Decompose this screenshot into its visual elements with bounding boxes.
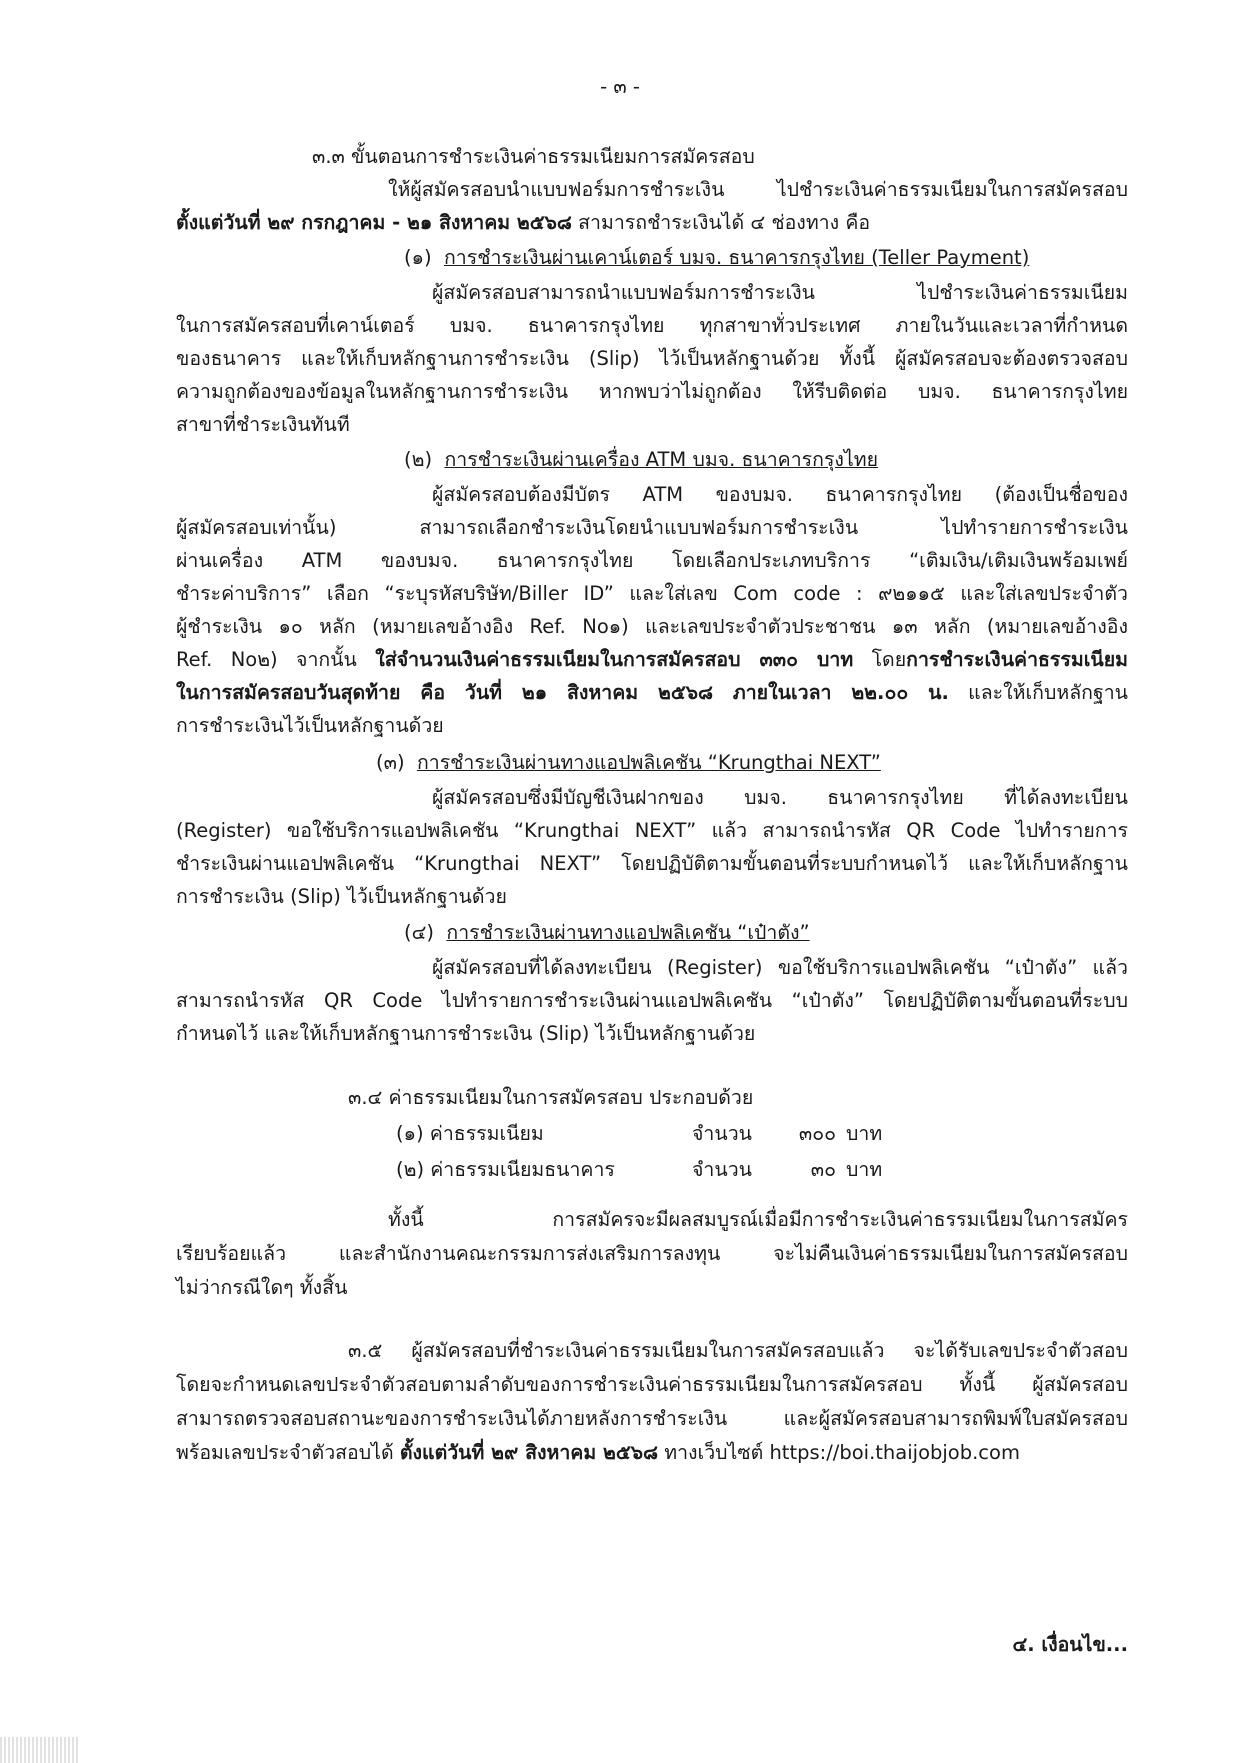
channel-2-line-8: การชำระเงินไว้เป็นหลักฐานด้วย (176, 714, 444, 737)
section-3-3-intro-line-2 (176, 208, 870, 238)
fee-note-line-3: ไม่ว่ากรณีใดๆ ทั้งสิ้น (176, 1276, 348, 1299)
ref-no2-text: Ref. No๒) จากนั้น (176, 648, 376, 671)
channel-2-heading (404, 445, 878, 475)
keep-evidence-text: และให้เก็บหลักฐาน (948, 681, 1128, 704)
fee-1-amount: ๓๐๐ (798, 1122, 836, 1145)
fee-2-amount: ๓๐ (810, 1158, 836, 1181)
channel-1-line-5: สาขาที่ชำระเงินทันที (176, 413, 350, 436)
fee-2-unit: บาท (846, 1158, 883, 1181)
channel-4-number: (๔) (404, 921, 434, 944)
channel-2-line-6 (176, 645, 1128, 675)
channel-2-line-1: ผู้สมัครสอบต้องมีบัตร ATM ของบมจ. ธนาคารกรุงไทย (ต้องเป็นชื่อของ (432, 483, 1128, 506)
fee-note-line-1: ทั้งนี้ การสมัครจะมีผลสมบูรณ์เมื่อมีการชำระเงินค่าธรรมเนียมในการสมัคร (388, 1208, 1128, 1231)
channel-3-line-4: การชำระเงิน (Slip) ไว้เป็นหลักฐานด้วย (176, 885, 507, 908)
channel-3-line-2: (Register) ขอใช้บริการแอปพลิเคชัน “Krungthai NEXT” แล้ว สามารถนำรหัส QR Code ไปทำรายการ (176, 819, 1128, 842)
channel-1-line-3: ของธนาคาร และให้เก็บหลักฐานการชำระเงิน (Slip) ไว้เป็นหลักฐานด้วย ทั้งนี้ ผู้สมัครสอบจะต้องตรวจสอบ (176, 347, 1128, 370)
by-text: โดย (853, 648, 907, 671)
channel-2-title: การชำระเงินผ่านเครื่อง ATM บมจ. ธนาคารกรุงไทย (444, 448, 879, 471)
fee-2-label: (๒) ค่าธรรมเนียมธนาคาร (396, 1158, 615, 1181)
section-3-3-heading: ๓.๓ ขั้นตอนการชำระเงินค่าธรรมเนียมการสมัครสอบ (312, 145, 755, 168)
channel-2-number: (๒) (404, 448, 433, 471)
fee-2-amount-label: จำนวน (692, 1158, 752, 1181)
section-3-4-heading: ๓.๔ ค่าธรรมเนียมในการสมัครสอบ ประกอบด้วย (348, 1086, 754, 1109)
registration-period: ตั้งแต่วันที่ ๒๙ กรกฎาคม - ๒๑ สิงหาคม ๒๕๖๘ (176, 211, 572, 234)
channels-count-text: สามารถชำระเงินได้ ๔ ช่องทาง คือ (571, 211, 871, 234)
website-text: ทางเว็บไซต์ https://boi.thaijobjob.com (658, 1441, 1020, 1464)
channel-1-line-2: ในการสมัครสอบที่เคาน์เตอร์ บมจ. ธนาคารกรุงไทย ทุกสาขาทั่วประเทศ ภายในวันและเวลาที่กำหนด (176, 314, 1128, 337)
channel-2-line-2: ผู้สมัครสอบเท่านั้น) สามารถเลือกชำระเงินโดยนำแบบฟอร์มการชำระเงิน ไปทำรายการชำระเงิน (176, 516, 1128, 539)
channel-1-line-4: ความถูกต้องของข้อมูลในหลักฐานการชำระเงิน หากพบว่าไม่ถูกต้อง ให้รีบติดต่อ บมจ. ธนาคารกรุงไทย (176, 380, 1128, 403)
page-number: - ๓ - (600, 75, 640, 98)
fee-1-label: (๑) ค่าธรรมเนียม (396, 1122, 544, 1145)
fee-amount-instruction: ใส่จำนวนเงินค่าธรรมเนียมในการสมัครสอบ ๓๓๐ บาท (375, 648, 854, 671)
section-3-5-line-1: ๓.๕ ผู้สมัครสอบที่ชำระเงินค่าธรรมเนียมในการสมัครสอบแล้ว จะได้รับเลขประจำตัวสอบ (348, 1339, 1128, 1362)
fee-1-unit: บาท (846, 1122, 883, 1145)
print-application-text: พร้อมเลขประจำตัวสอบได้ (176, 1441, 400, 1464)
fee-1-amount-label: จำนวน (692, 1122, 752, 1145)
final-payment-deadline: ในการสมัครสอบวันสุดท้าย คือ วันที่ ๒๑ สิงหาคม ๒๕๖๘ ภายในเวลา ๒๒.๐๐ น. (176, 681, 949, 704)
channel-3-line-3: ชำระเงินผ่านแอปพลิเคชัน “Krungthai NEXT” โดยปฏิบัติตามขั้นตอนที่ระบบกำหนดไว้ และให้เก็บหลักฐาน (176, 852, 1128, 875)
scan-artifact (0, 1737, 78, 1763)
channel-4-heading (404, 918, 810, 948)
channel-1-title: การชำระเงินผ่านเคาน์เตอร์ บมจ. ธนาคารกรุงไทย (Teller Payment) (444, 246, 1030, 269)
channel-3-heading (376, 748, 881, 778)
channel-2-line-7 (176, 678, 1128, 708)
channel-1-line-1: ผู้สมัครสอบสามารถนำแบบฟอร์มการชำระเงิน ไปชำระเงินค่าธรรมเนียม (432, 281, 1128, 304)
channel-3-line-1: ผู้สมัครสอบซึ่งมีบัญชีเงินฝากของ บมจ. ธนาคารกรุงไทย ที่ได้ลงทะเบียน (432, 786, 1128, 809)
channel-2-line-3: ผ่านเครื่อง ATM ของบมจ. ธนาคารกรุงไทย โดยเลือกประเภทบริการ “เติมเงิน/เติมเงินพร้อมเพย์ (176, 549, 1128, 572)
channel-4-line-1: ผู้สมัครสอบที่ได้ลงทะเบียน (Register) ขอใช้บริการแอปพลิเคชัน “เป๋าตัง” แล้ว (432, 956, 1128, 979)
channel-1-number: (๑) (404, 246, 432, 269)
print-start-date: ตั้งแต่วันที่ ๒๙ สิงหาคม ๒๕๖๘ (399, 1441, 659, 1464)
channel-4-title: การชำระเงินผ่านทางแอปพลิเคชัน “เป๋าตัง” (446, 921, 810, 944)
fee-payment-text: การชำระเงินค่าธรรมเนียม (906, 648, 1128, 671)
section-3-5-line-3: สามารถตรวจสอบสถานะของการชำระเงินได้ภายหลังการชำระเงิน และผู้สมัครสอบสามารถพิมพ์ใบสมัครสอบ (176, 1407, 1128, 1430)
channel-2-line-4: ชำระค่าบริการ” เลือก “ระบุรหัสบริษัท/Biller ID” และใส่เลข Com code : ๙๒๑๑๕ และใส่เลขประจำตัว (176, 582, 1128, 605)
section-3-5-line-2: โดยจะกำหนดเลขประจำตัวสอบตามลำดับของการชำระเงินค่าธรรมเนียมในการสมัครสอบ ทั้งนี้ ผู้สมัครสอบ (176, 1373, 1128, 1396)
channel-4-line-2: สามารถนำรหัส QR Code ไปทำรายการชำระเงินผ่านแอปพลิเคชัน “เป๋าตัง” โดยปฏิบัติตามขั้นตอนที่ระบบ (176, 989, 1128, 1012)
section-3-5-line-4 (176, 1438, 1020, 1468)
channel-3-number: (๓) (376, 751, 405, 774)
channel-3-title: การชำระเงินผ่านทางแอปพลิเคชัน “Krungthai NEXT” (416, 751, 881, 774)
fee-note-line-2: เรียบร้อยแล้ว และสำนักงานคณะกรรมการส่งเสริมการลงทุน จะไม่คืนเงินค่าธรรมเนียมในการสมัครสอบ (176, 1242, 1128, 1265)
channel-4-line-3: กำหนดไว้ และให้เก็บหลักฐานการชำระเงิน (Slip) ไว้เป็นหลักฐานด้วย (176, 1022, 756, 1045)
section-3-3-intro-line-1: ให้ผู้สมัครสอบนำแบบฟอร์มการชำระเงิน ไปชำระเงินค่าธรรมเนียมในการสมัครสอบ (388, 178, 1128, 201)
continuation-text: ๔. เงื่อนไข... (1012, 1633, 1128, 1656)
channel-1-heading (404, 243, 1029, 273)
channel-2-line-5: ผู้ชำระเงิน ๑๐ หลัก (หมายเลขอ้างอิง Ref. No๑) และเลขประจำตัวประชาชน ๑๓ หลัก (หมายเลขอ้างอิง (176, 615, 1128, 638)
